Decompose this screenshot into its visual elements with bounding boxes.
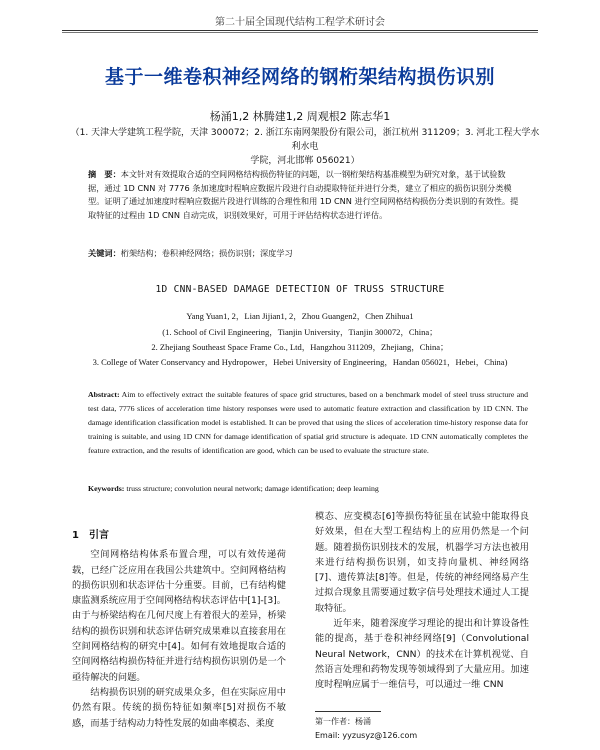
abstract-en xyxy=(88,388,528,458)
body-paragraph: 模态、应变模态[6]等损伤特征虽在试验中能取得良好效果，但在大型工程结构上的应用仍然是一个问题。随着损伤识别技术的发展，机器学习方法也被用来进行结构损伤识别，如支持向量机、神经网络[7]、遗传算法[8]等。但是，传统的神经网络易产生过拟合现象且需要通过数字信号处理技术通过人工提取特征。 xyxy=(315,511,529,614)
footnote-rule xyxy=(315,711,381,712)
abstract-cn xyxy=(88,168,520,222)
affiliation-cn-line: 学院，河北邯郸 056021） xyxy=(250,156,360,166)
body-paragraph: 近年来，随着深度学习理论的提出和计算设备性能的提高，基于卷积神经网络[9]（Convolutional Neural Network，CNN）的技术在计算机视觉、自然语言处理和药物发现等领域得到了大量应用。加速度时程响应属于一维信号，可以通过一维 CNN xyxy=(315,618,529,691)
authors-cn: 杨涌1,2 林腾建1,2 周观根2 陈志华1 xyxy=(209,110,391,123)
abstract-en-text: Aim to effectively extract the suitable features of space grid structures, based on a benchmark model of steel truss structure and test data, 7776 slices of acceleration time history responses were used to automatic feature extraction and classification by 1D CNN. The damage identification classification model is established. It can be proved that using the slices of acceleration time-history response data for training is suitable, and using 1D CNN for damage identification of spatial grid structure is adequate. 1D CNN automatically completes the feature extraction, and the results of identification are good, which can be used to evaluate the structure state. xyxy=(88,390,528,455)
affiliation-en-line: (1. School of Civil Engineering，Tianjin University，Tianjin 300072，China； xyxy=(162,327,438,337)
affiliation-en-line: 3. College of Water Conservancy and Hydropower，Hebei University of Engineering，Handan 056021，Hebei，China) xyxy=(92,357,508,367)
header-rule xyxy=(62,30,538,31)
affiliations-en xyxy=(60,325,540,370)
affiliations-cn xyxy=(70,126,540,168)
section-heading-intro: 1 引言 xyxy=(72,530,109,541)
keywords-en-text: truss structure; convolution neural network; damage identification; deep learning xyxy=(126,484,379,493)
keywords-cn-label: 关键词： xyxy=(88,248,121,258)
keywords-cn-text: 桁架结构；卷积神经网络；损伤识别；深度学习 xyxy=(120,248,293,258)
footnote-email: Email: yyzusyz@126.com xyxy=(315,731,418,740)
abstract-en-label: Abstract: xyxy=(88,390,120,399)
body-paragraph: 空间网格结构体系布置合理，可以有效传递荷载，已经广泛应用在我国公共建筑中。空间网格结构的损伤识别和状态评估十分重要。目前，已有结构健康监测系统应用于空间网格结构状态评估中[1]-[3]。由于与桥梁结构在几何尺度上有着很大的差异，桥梁结构的损伤识别和状态评估研究成果难以直接套用在空间网格结构的研究中[4]。如何有效地提取合适的空间网格结构损伤特征并进行结构损伤识别仍是一个亟待解决的问题。 xyxy=(72,549,286,683)
running-header: 第二十届全国现代结构工程学术研讨会 xyxy=(215,17,385,28)
header-rule-thin xyxy=(62,32,538,33)
affiliation-cn-line: （1. 天津大学建筑工程学院，天津 300072；2. 浙江东南网架股份有限公司，浙江杭州 311209；3. 河北工程大学水利水电 xyxy=(70,128,540,152)
abstract-cn-text: 本文针对有效提取合适的空间网格结构损伤特征的问题，以一钢桁架结构基准模型为研究对象，基于试验数据，通过 1D CNN 对 7776 条加速度时程响应数据片段进行自动提取特征并进行分类，建立了相应的损伤识别分类模型。证明了通过加速度时程响应数据片段进行训练的合理性和用 1D CNN 进行空间网格结构损伤分类识别的有效性。提取特征的过程由 1D CNN 自动完成，识别效果好，可用于评估结构状态进行评估。 xyxy=(88,169,519,220)
authors-en: Yang Yuan1, 2，Lian Jijian1, 2，Zhou Guangen2，Chen Zhihua1 xyxy=(186,311,414,321)
keywords-cn xyxy=(88,248,520,259)
body-column-right xyxy=(315,509,529,693)
affiliation-en-line: 2. Zhejiang Southeast Space Frame Co., Ltd，Hangzhou 311209，Zhejiang，China； xyxy=(151,342,449,352)
paper-title-cn: 基于一维卷积神经网络的钢桁架结构损伤识别 xyxy=(104,66,495,88)
paper-title-en: 1D CNN-BASED DAMAGE DETECTION OF TRUSS STRUCTURE xyxy=(155,284,445,295)
abstract-cn-label: 摘 要： xyxy=(88,169,121,179)
keywords-en xyxy=(88,484,528,493)
footnote-author: 第一作者：杨涌 xyxy=(315,717,371,726)
body-column-left xyxy=(72,528,286,731)
keywords-en-label: Keywords: xyxy=(88,484,125,493)
body-paragraph: 结构损伤识别的研究成果众多，但在实际应用中仍然有限。传统的损伤特征如频率[5]对损伤不敏感，而基于结构动力特性发展的如曲率模态、柔度 xyxy=(72,686,286,729)
